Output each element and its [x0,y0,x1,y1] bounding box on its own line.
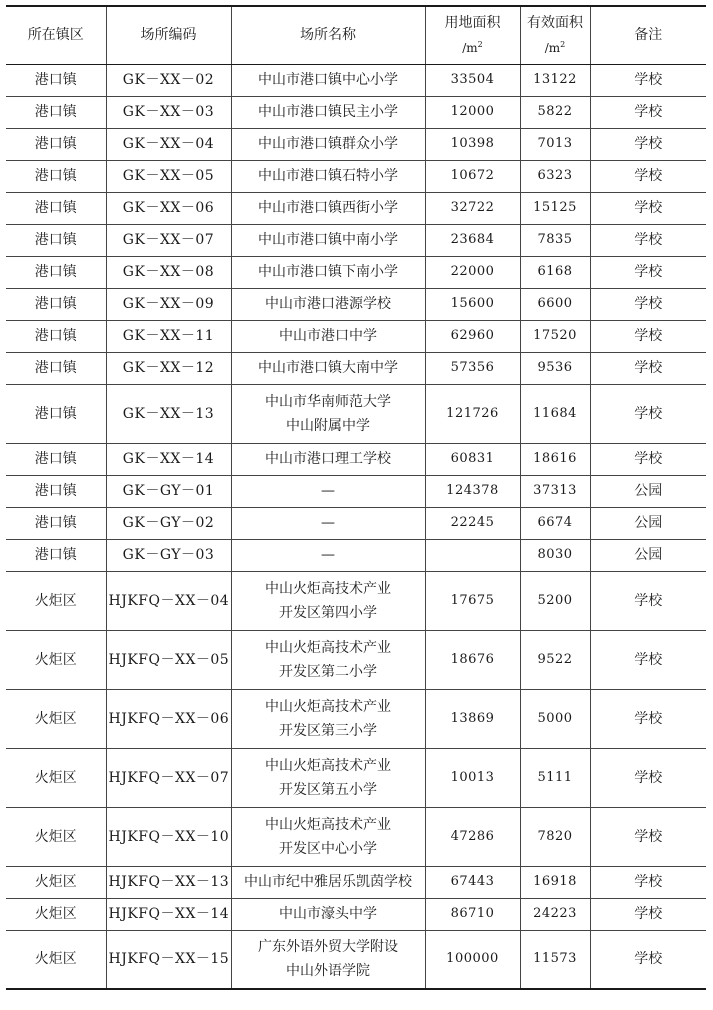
name-cell [231,507,425,539]
district-cell: 港口镇 [6,320,106,352]
name-line: 中山市华南师范大学 [265,393,391,410]
name-line: 中山市港口镇下南小学 [258,264,398,280]
district-cell: 港口镇 [6,507,106,539]
effective-area-cell: 6674 [520,507,590,539]
name-cell [231,320,425,352]
code-cell: GK－GY－02 [106,507,231,539]
code-cell: GK－XX－03 [106,96,231,128]
effective-area-cell: 7835 [520,224,590,256]
land-area-cell: 32722 [425,192,520,224]
effective-area-cell: 5822 [520,96,590,128]
land-area-cell: 67443 [425,866,520,898]
table-row [6,930,706,989]
name-cell [231,128,425,160]
effective-area-cell: 15125 [520,192,590,224]
district-cell: 港口镇 [6,475,106,507]
district-cell: 港口镇 [6,160,106,192]
effective-area-cell: 8030 [520,539,590,571]
effective-area-cell: 6168 [520,256,590,288]
header-land-area-label: 用地面积 [444,14,501,31]
land-area-cell: 100000 [425,930,520,989]
name-line: 中山火炬高技术产业 [265,639,391,656]
code-cell: GK－XX－14 [106,443,231,475]
name-line: — [321,547,335,563]
effective-area-cell: 7013 [520,128,590,160]
effective-area-cell: 5111 [520,748,590,807]
remark-cell: 公园 [590,475,706,507]
code-cell: HJKFQ－XX－04 [106,571,231,630]
table-row [6,128,706,160]
land-area-cell: 17675 [425,571,520,630]
remark-cell: 学校 [590,288,706,320]
remark-cell: 公园 [590,539,706,571]
code-cell: HJKFQ－XX－10 [106,807,231,866]
name-line: 中山市纪中雅居乐凯茵学校 [244,874,412,890]
remark-cell: 学校 [590,689,706,748]
district-cell: 港口镇 [6,64,106,96]
land-area-cell: 47286 [425,807,520,866]
land-area-cell: 15600 [425,288,520,320]
name-line: 中山市港口镇群众小学 [258,136,398,152]
table-row [6,192,706,224]
code-cell: GK－GY－01 [106,475,231,507]
effective-area-cell: 37313 [520,475,590,507]
land-area-cell: 23684 [425,224,520,256]
name-line: 中山火炬高技术产业 [265,698,391,715]
name-line: 开发区中心小学 [279,840,377,857]
district-cell: 港口镇 [6,539,106,571]
effective-area-cell: 7820 [520,807,590,866]
name-cell [231,384,425,443]
remark-cell: 学校 [590,320,706,352]
code-cell: HJKFQ－XX－06 [106,689,231,748]
remark-cell: 学校 [590,192,706,224]
remark-cell: 学校 [590,748,706,807]
district-cell: 火炬区 [6,630,106,689]
remark-cell: 公园 [590,507,706,539]
name-cell [231,571,425,630]
remark-cell: 学校 [590,571,706,630]
table-row [6,320,706,352]
name-line: 中山市港口镇中南小学 [258,232,398,248]
name-line: — [321,483,335,499]
table-row [6,224,706,256]
effective-area-cell: 24223 [520,898,590,930]
remark-cell: 学校 [590,443,706,475]
land-area-cell: 57356 [425,352,520,384]
district-cell: 港口镇 [6,128,106,160]
effective-area-cell: 18616 [520,443,590,475]
code-cell: GK－XX－04 [106,128,231,160]
district-cell: 港口镇 [6,224,106,256]
table-row [6,443,706,475]
name-line: 开发区第三小学 [279,722,377,739]
land-area-cell: 13869 [425,689,520,748]
name-line: 中山火炬高技术产业 [265,580,391,597]
name-line: 中山附属中学 [286,417,370,434]
table-row [6,352,706,384]
land-area-cell: 86710 [425,898,520,930]
name-line: 开发区第五小学 [279,781,377,798]
name-line: 开发区第二小学 [279,663,377,680]
header-district: 所在镇区 [6,6,106,64]
code-cell: GK－XX－08 [106,256,231,288]
remark-cell: 学校 [590,898,706,930]
name-cell [231,807,425,866]
district-cell: 港口镇 [6,384,106,443]
name-line: 中山外语学院 [286,963,370,980]
land-area-cell: 124378 [425,475,520,507]
table-row [6,689,706,748]
name-line: 中山市港口镇石特小学 [258,168,398,184]
name-cell [231,866,425,898]
land-area-cell: 10398 [425,128,520,160]
name-line: 中山市港口理工学校 [265,451,391,467]
table-row [6,539,706,571]
name-line: 中山市港口中学 [279,328,377,344]
district-cell: 港口镇 [6,352,106,384]
district-cell: 火炬区 [6,807,106,866]
name-cell [231,256,425,288]
name-cell [231,539,425,571]
table-row [6,807,706,866]
name-line: 中山市港口镇西街小学 [258,200,398,216]
code-cell: GK－XX－13 [106,384,231,443]
effective-area-cell: 13122 [520,64,590,96]
land-area-cell: 12000 [425,96,520,128]
table-row [6,748,706,807]
table-row [6,256,706,288]
name-line: 中山市港口镇大南中学 [258,360,398,376]
code-cell: HJKFQ－XX－13 [106,866,231,898]
header-effective-area [520,6,590,64]
table-row [6,507,706,539]
effective-area-cell: 9536 [520,352,590,384]
header-land-area [425,6,520,64]
header-effective-area-unit: $/m^2$ [544,39,566,55]
district-cell: 火炬区 [6,748,106,807]
land-area-cell: 10672 [425,160,520,192]
table-body [6,64,706,989]
header-effective-area-label: 有效面积 [527,14,583,31]
code-cell: GK－XX－06 [106,192,231,224]
name-line: 开发区第四小学 [279,604,377,621]
remark-cell: 学校 [590,352,706,384]
code-cell: GK－XX－07 [106,224,231,256]
header-code: 场所编码 [106,6,231,64]
table-header [6,6,706,64]
remark-cell: 学校 [590,128,706,160]
table-row [6,866,706,898]
name-cell [231,288,425,320]
remark-cell: 学校 [590,160,706,192]
table-row [6,288,706,320]
district-cell: 港口镇 [6,96,106,128]
effective-area-cell: 5200 [520,571,590,630]
name-cell [231,898,425,930]
district-cell: 火炬区 [6,866,106,898]
name-line: 中山市濠头中学 [279,906,377,922]
code-cell: GK－XX－12 [106,352,231,384]
effective-area-cell: 9522 [520,630,590,689]
effective-area-cell: 17520 [520,320,590,352]
name-line: 中山火炬高技术产业 [265,816,391,833]
name-cell [231,475,425,507]
land-area-cell: 10013 [425,748,520,807]
header-remark: 备注 [590,6,706,64]
table-row [6,898,706,930]
land-area-cell: 18676 [425,630,520,689]
name-line: 中山市港口镇民主小学 [258,104,398,120]
table-row [6,384,706,443]
table-row [6,571,706,630]
remark-cell: 学校 [590,930,706,989]
district-cell: 火炬区 [6,930,106,989]
district-cell: 港口镇 [6,256,106,288]
name-cell [231,930,425,989]
effective-area-cell: 11684 [520,384,590,443]
code-cell: GK－XX－05 [106,160,231,192]
land-area-cell: 60831 [425,443,520,475]
land-area-cell [425,539,520,571]
name-cell [231,748,425,807]
name-cell [231,352,425,384]
remark-cell: 学校 [590,64,706,96]
shelter-sites-table [6,5,706,990]
remark-cell: 学校 [590,630,706,689]
header-name: 场所名称 [231,6,425,64]
land-area-cell: 121726 [425,384,520,443]
name-line: — [321,515,335,531]
code-cell: GK－XX－09 [106,288,231,320]
name-line: 中山火炬高技术产业 [265,757,391,774]
remark-cell: 学校 [590,807,706,866]
district-cell: 港口镇 [6,192,106,224]
land-area-cell: 62960 [425,320,520,352]
code-cell: HJKFQ－XX－07 [106,748,231,807]
name-cell [231,689,425,748]
district-cell: 火炬区 [6,898,106,930]
table-row [6,630,706,689]
header-row [6,6,706,64]
code-cell: HJKFQ－XX－05 [106,630,231,689]
name-cell [231,64,425,96]
code-cell: GK－XX－02 [106,64,231,96]
effective-area-cell: 6323 [520,160,590,192]
effective-area-cell: 5000 [520,689,590,748]
name-cell [231,160,425,192]
land-area-cell: 22245 [425,507,520,539]
header-land-area-unit: $/m^2$ [462,39,483,55]
district-cell: 港口镇 [6,443,106,475]
table-row [6,475,706,507]
code-cell: HJKFQ－XX－15 [106,930,231,989]
name-line: 中山市港口镇中心小学 [258,72,398,88]
remark-cell: 学校 [590,866,706,898]
name-cell [231,443,425,475]
name-line: 中山市港口港源学校 [265,296,391,312]
land-area-cell: 33504 [425,64,520,96]
remark-cell: 学校 [590,256,706,288]
table-row [6,96,706,128]
table-row [6,160,706,192]
code-cell: GK－GY－03 [106,539,231,571]
name-cell [231,224,425,256]
district-cell: 港口镇 [6,288,106,320]
name-cell [231,630,425,689]
effective-area-cell: 6600 [520,288,590,320]
name-line: 广东外语外贸大学附设 [258,939,398,956]
effective-area-cell: 16918 [520,866,590,898]
code-cell: HJKFQ－XX－14 [106,898,231,930]
district-cell: 火炬区 [6,571,106,630]
table-row [6,64,706,96]
name-cell [231,96,425,128]
remark-cell: 学校 [590,224,706,256]
land-area-cell: 22000 [425,256,520,288]
name-cell [231,192,425,224]
code-cell: GK－XX－11 [106,320,231,352]
remark-cell: 学校 [590,96,706,128]
effective-area-cell: 11573 [520,930,590,989]
district-cell: 火炬区 [6,689,106,748]
remark-cell: 学校 [590,384,706,443]
